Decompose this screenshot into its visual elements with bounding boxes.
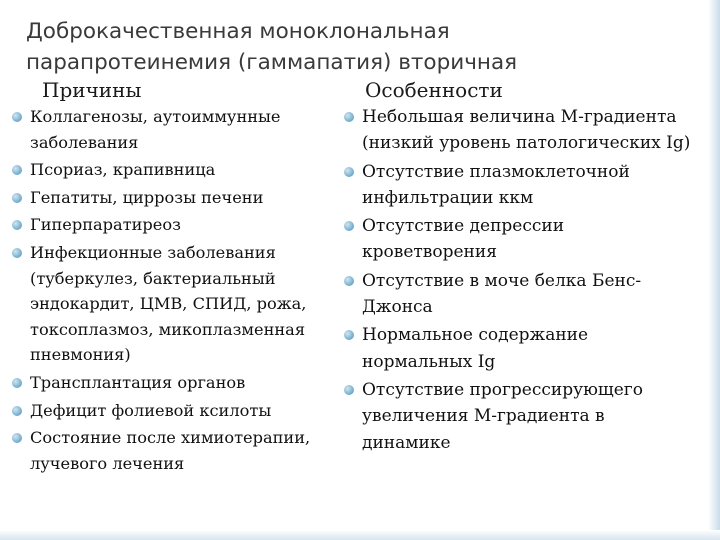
bullet-icon [12, 433, 22, 443]
bullet-icon [12, 193, 22, 203]
bullet-icon [344, 330, 354, 340]
cause-item-text: Псориаз, крапивница [30, 160, 216, 180]
cause-item-text: Инфекционные заболевания [30, 242, 276, 262]
feature-item-text: Отсутствие депрессии [362, 216, 565, 237]
feature-item [344, 104, 716, 157]
feature-item-text: динамике [362, 432, 451, 453]
cause-item-text: Трансплантация органов [30, 372, 246, 392]
cause-item-text: токсоплазмоз, микоплазменная [30, 319, 306, 339]
feature-item-text: Небольшая величина М-градиента [362, 107, 677, 127]
bullet-icon [344, 112, 354, 122]
feature-item [344, 268, 716, 321]
bullet-icon [12, 112, 22, 122]
slide-title-line-1: Доброкачественная моноклональная [26, 19, 450, 44]
cause-item [12, 425, 342, 476]
feature-item-text: кроветворения [362, 242, 497, 263]
bullet-icon [12, 165, 22, 175]
bullet-icon [344, 276, 354, 286]
cause-item [12, 157, 342, 183]
bullet-icon [12, 406, 22, 416]
slide-frame-bottom [0, 530, 720, 540]
cause-item-text: заболевания [30, 132, 139, 152]
cause-item [12, 398, 342, 424]
cause-item [12, 185, 342, 211]
feature-item-text: увеличения М-градиента в [362, 406, 605, 427]
causes-list [12, 104, 342, 478]
feature-item [344, 213, 716, 266]
cause-item [12, 212, 342, 238]
feature-item-text: (низкий уровень патологических Ig) [362, 133, 691, 154]
features-heading: Особенности [365, 78, 503, 102]
bullet-icon [12, 378, 22, 388]
feature-item-text: Отсутствие в моче белка Бенс- [362, 270, 642, 291]
cause-item [12, 370, 342, 396]
feature-item [344, 159, 716, 212]
causes-heading: Причины [42, 78, 142, 102]
cause-item-text: Гепатиты, циррозы печени [30, 187, 264, 207]
cause-item-text: лучевого лечения [30, 453, 185, 473]
feature-item-text: Отсутствие плазмоклеточной [362, 161, 630, 182]
cause-item-text: эндокардит, ЦМВ, СПИД, рожа, [30, 294, 307, 314]
bullet-icon [344, 385, 354, 395]
bullet-icon [12, 248, 22, 258]
feature-item-text: Нормальное содержание [362, 325, 589, 346]
slide-title [26, 16, 626, 78]
cause-item [12, 240, 342, 368]
feature-item-text: нормальных Ig [362, 351, 496, 372]
feature-item-text: Отсутствие прогрессирующего [362, 379, 643, 400]
cause-item [12, 104, 342, 155]
feature-item [344, 377, 716, 456]
cause-item-text: Коллагенозы, аутоиммунные [30, 107, 281, 126]
feature-item-text: инфильтрации ккм [362, 187, 534, 208]
feature-item-text: Джонса [362, 297, 433, 318]
cause-item-text: Дефицит фолиевой ксилоты [30, 400, 272, 420]
bullet-icon [344, 167, 354, 177]
features-list [344, 104, 716, 458]
bullet-icon [344, 221, 354, 231]
cause-item-text: пневмония) [30, 345, 131, 365]
cause-item-text: (туберкулез, бактериальный [30, 268, 276, 288]
feature-item [344, 322, 716, 375]
cause-item-text: Гиперпаратиреоз [30, 215, 181, 235]
cause-item-text: Состояние после химиотерапии, [30, 428, 311, 448]
slide-title-line-2: парапротеинемия (гаммапатия) вторичная [26, 50, 518, 75]
bullet-icon [12, 220, 22, 230]
